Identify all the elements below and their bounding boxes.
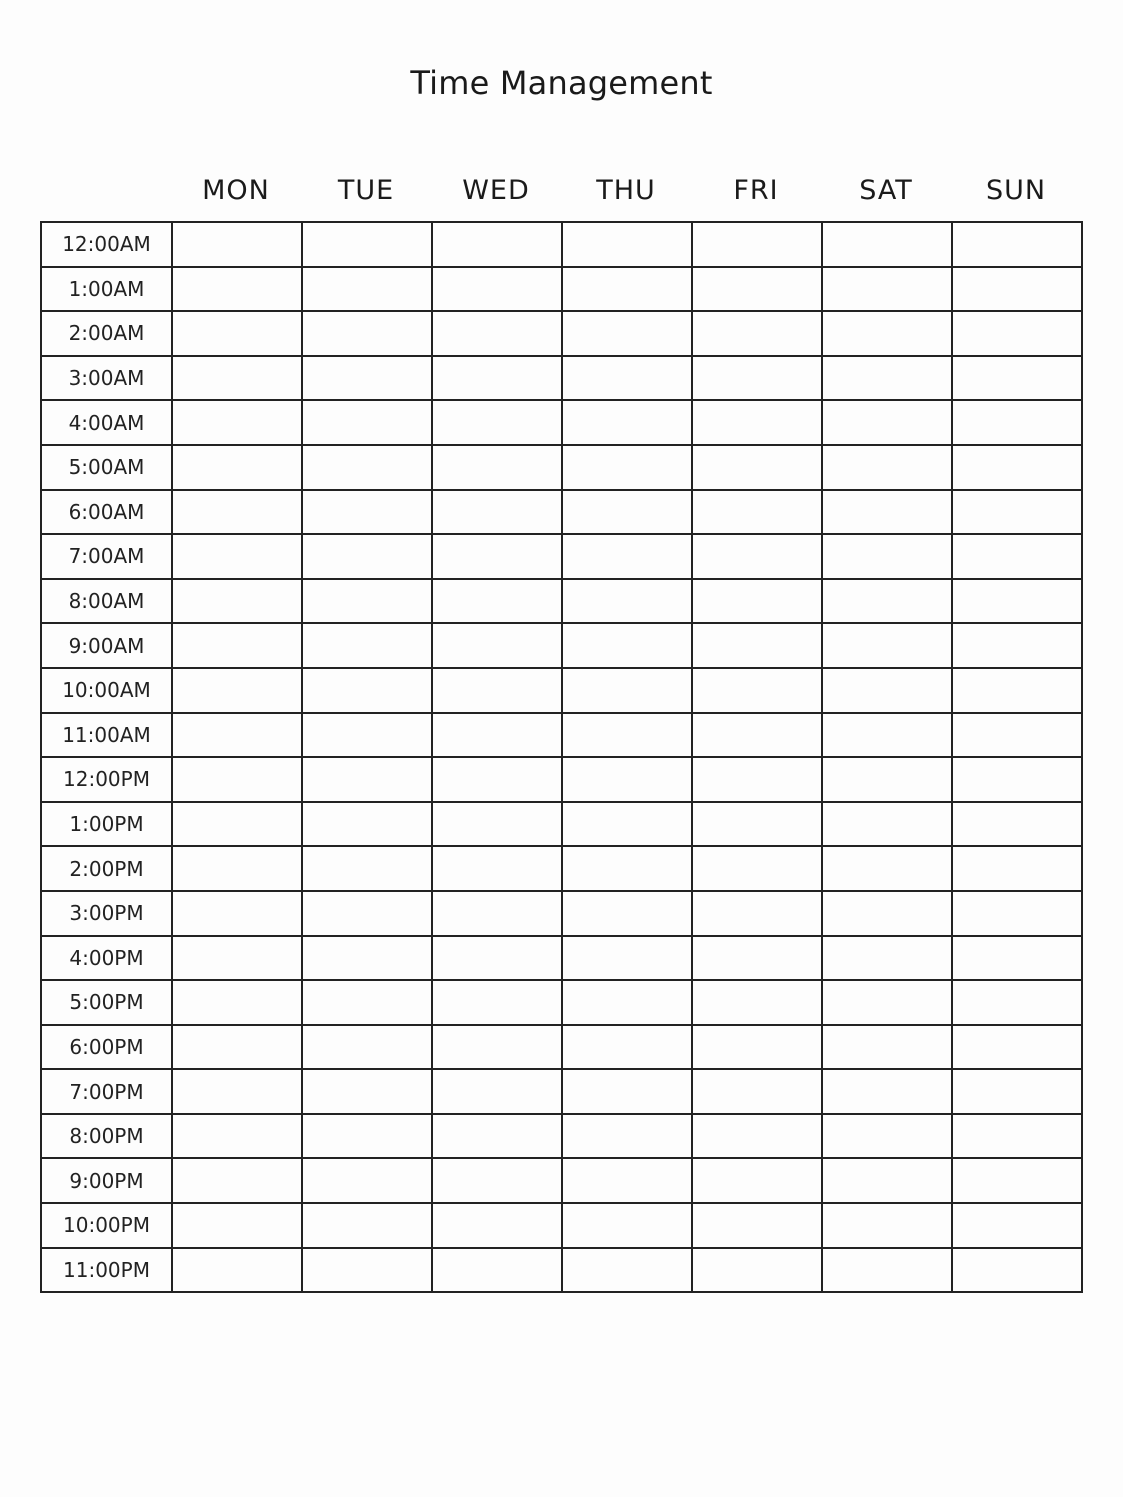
schedule-cell-fri[interactable] (692, 267, 822, 312)
schedule-cell-sun[interactable] (952, 400, 1082, 445)
schedule-cell-fri[interactable] (692, 713, 822, 758)
schedule-cell-mon[interactable] (172, 936, 302, 981)
schedule-cell-sat[interactable] (822, 445, 952, 490)
time-label: 4:00AM (41, 400, 172, 445)
schedule-cell-sat[interactable] (822, 579, 952, 624)
schedule-cell-thu[interactable] (562, 623, 692, 668)
schedule-cell-wed[interactable] (432, 1158, 562, 1203)
schedule-cell-wed[interactable] (432, 846, 562, 891)
schedule-cell-tue[interactable] (302, 534, 432, 579)
schedule-cell-wed[interactable] (432, 534, 562, 579)
schedule-cell-thu[interactable] (562, 757, 692, 802)
schedule-cell-tue[interactable] (302, 1248, 432, 1293)
schedule-row (41, 1203, 1082, 1248)
time-label: 6:00PM (41, 1025, 172, 1070)
schedule-row (41, 623, 1082, 668)
schedule-row (41, 1114, 1082, 1159)
schedule-cell-sat[interactable] (822, 311, 952, 356)
schedule-cell-sun[interactable] (952, 490, 1082, 535)
time-label: 2:00AM (41, 311, 172, 356)
schedule-cell-mon[interactable] (172, 1158, 302, 1203)
time-label: 9:00AM (41, 623, 172, 668)
time-label: 12:00PM (41, 757, 172, 802)
time-label: 2:00PM (41, 846, 172, 891)
schedule-cell-fri[interactable] (692, 1025, 822, 1070)
schedule-cell-tue[interactable] (302, 267, 432, 312)
schedule-cell-sat[interactable] (822, 623, 952, 668)
schedule-cell-sat[interactable] (822, 713, 952, 758)
schedule-cell-sun[interactable] (952, 1248, 1082, 1293)
schedule-cell-thu[interactable] (562, 980, 692, 1025)
schedule-cell-thu[interactable] (562, 400, 692, 445)
schedule-row (41, 1069, 1082, 1114)
schedule-cell-thu[interactable] (562, 1203, 692, 1248)
schedule-row (41, 980, 1082, 1025)
schedule-cell-tue[interactable] (302, 757, 432, 802)
schedule-cell-thu[interactable] (562, 936, 692, 981)
schedule-cell-thu[interactable] (562, 445, 692, 490)
schedule-cell-sat[interactable] (822, 668, 952, 713)
schedule-cell-wed[interactable] (432, 668, 562, 713)
schedule-row (41, 846, 1082, 891)
schedule-cell-sun[interactable] (952, 222, 1082, 267)
schedule-row (41, 490, 1082, 535)
schedule-cell-sun[interactable] (952, 936, 1082, 981)
schedule-cell-wed[interactable] (432, 713, 562, 758)
schedule-cell-fri[interactable] (692, 356, 822, 401)
schedule-cell-sat[interactable] (822, 356, 952, 401)
schedule-cell-mon[interactable] (172, 623, 302, 668)
schedule-cell-fri[interactable] (692, 980, 822, 1025)
schedule-cell-mon[interactable] (172, 400, 302, 445)
schedule-cell-thu[interactable] (562, 713, 692, 758)
schedule-cell-tue[interactable] (302, 222, 432, 267)
day-header-sun: SUN (985, 175, 1047, 206)
schedule-cell-mon[interactable] (172, 356, 302, 401)
schedule-cell-tue[interactable] (302, 980, 432, 1025)
schedule-cell-mon[interactable] (172, 579, 302, 624)
schedule-cell-tue[interactable] (302, 356, 432, 401)
schedule-cell-thu[interactable] (562, 490, 692, 535)
schedule-cell-wed[interactable] (432, 222, 562, 267)
day-header-tue: TUE (337, 175, 395, 206)
schedule-cell-sat[interactable] (822, 1069, 952, 1114)
schedule-row (41, 1158, 1082, 1203)
schedule-cell-sun[interactable] (952, 802, 1082, 847)
schedule-cell-thu[interactable] (562, 1114, 692, 1159)
schedule-cell-sat[interactable] (822, 534, 952, 579)
schedule-cell-fri[interactable] (692, 222, 822, 267)
schedule-cell-fri[interactable] (692, 400, 822, 445)
schedule-cell-mon[interactable] (172, 1203, 302, 1248)
time-label: 4:00PM (41, 936, 172, 981)
schedule-cell-sun[interactable] (952, 891, 1082, 936)
schedule-cell-sun[interactable] (952, 534, 1082, 579)
day-header-wed: WED (462, 175, 530, 206)
time-label: 1:00PM (41, 802, 172, 847)
schedule-cell-thu[interactable] (562, 668, 692, 713)
time-label: 5:00AM (41, 445, 172, 490)
schedule-cell-mon[interactable] (172, 757, 302, 802)
schedule-cell-wed[interactable] (432, 445, 562, 490)
schedule-cell-mon[interactable] (172, 311, 302, 356)
schedule-cell-tue[interactable] (302, 579, 432, 624)
schedule-cell-sat[interactable] (822, 222, 952, 267)
schedule-cell-sun[interactable] (952, 623, 1082, 668)
schedule-row (41, 579, 1082, 624)
schedule-cell-mon[interactable] (172, 445, 302, 490)
schedule-cell-tue[interactable] (302, 846, 432, 891)
schedule-cell-fri[interactable] (692, 1158, 822, 1203)
schedule-cell-thu[interactable] (562, 267, 692, 312)
day-header-sat: SAT (859, 175, 913, 206)
schedule-cell-thu[interactable] (562, 534, 692, 579)
schedule-cell-sun[interactable] (952, 757, 1082, 802)
schedule-cell-mon[interactable] (172, 222, 302, 267)
schedule-row (41, 267, 1082, 312)
schedule-cell-thu[interactable] (562, 846, 692, 891)
schedule-row (41, 445, 1082, 490)
schedule-cell-tue[interactable] (302, 1158, 432, 1203)
time-label: 9:00PM (41, 1158, 172, 1203)
time-label: 12:00AM (41, 222, 172, 267)
schedule-cell-sat[interactable] (822, 846, 952, 891)
schedule-cell-tue[interactable] (302, 1025, 432, 1070)
schedule-cell-thu[interactable] (562, 1025, 692, 1070)
schedule-cell-fri[interactable] (692, 1069, 822, 1114)
schedule-cell-wed[interactable] (432, 579, 562, 624)
time-label: 10:00AM (41, 668, 172, 713)
time-label: 3:00AM (41, 356, 172, 401)
schedule-cell-tue[interactable] (302, 490, 432, 535)
schedule-row (41, 891, 1082, 936)
day-header-fri: FRI (733, 175, 779, 206)
schedule-cell-sat[interactable] (822, 400, 952, 445)
time-label: 7:00AM (41, 534, 172, 579)
schedule-cell-wed[interactable] (432, 400, 562, 445)
schedule-cell-tue[interactable] (302, 891, 432, 936)
time-label: 10:00PM (41, 1203, 172, 1248)
schedule-cell-sat[interactable] (822, 980, 952, 1025)
schedule-cell-thu[interactable] (562, 1158, 692, 1203)
schedule-cell-sun[interactable] (952, 267, 1082, 312)
schedule-cell-mon[interactable] (172, 490, 302, 535)
schedule-cell-fri[interactable] (692, 668, 822, 713)
schedule-cell-fri[interactable] (692, 1248, 822, 1293)
schedule-cell-fri[interactable] (692, 579, 822, 624)
schedule-cell-fri[interactable] (692, 846, 822, 891)
time-label: 11:00PM (41, 1248, 172, 1293)
schedule-cell-thu[interactable] (562, 311, 692, 356)
schedule-cell-fri[interactable] (692, 445, 822, 490)
schedule-row (41, 936, 1082, 981)
schedule-cell-fri[interactable] (692, 891, 822, 936)
schedule-row (41, 356, 1082, 401)
schedule-cell-mon[interactable] (172, 846, 302, 891)
schedule-cell-mon[interactable] (172, 267, 302, 312)
schedule-cell-sun[interactable] (952, 1025, 1082, 1070)
schedule-row (41, 400, 1082, 445)
schedule-cell-fri[interactable] (692, 490, 822, 535)
schedule-cell-tue[interactable] (302, 668, 432, 713)
schedule-cell-wed[interactable] (432, 356, 562, 401)
time-label: 5:00PM (41, 980, 172, 1025)
schedule-cell-fri[interactable] (692, 311, 822, 356)
schedule-cell-tue[interactable] (302, 311, 432, 356)
schedule-cell-sun[interactable] (952, 713, 1082, 758)
schedule-cell-mon[interactable] (172, 534, 302, 579)
schedule-row (41, 757, 1082, 802)
schedule-cell-thu[interactable] (562, 1248, 692, 1293)
schedule-cell-wed[interactable] (432, 1114, 562, 1159)
time-label: 6:00AM (41, 490, 172, 535)
schedule-row (41, 1025, 1082, 1070)
schedule-cell-mon[interactable] (172, 980, 302, 1025)
schedule-cell-sat[interactable] (822, 1025, 952, 1070)
schedule-row (41, 311, 1082, 356)
schedule-cell-sun[interactable] (952, 1069, 1082, 1114)
schedule-row (41, 534, 1082, 579)
schedule-cell-sat[interactable] (822, 490, 952, 535)
schedule-cell-sun[interactable] (952, 1158, 1082, 1203)
schedule-cell-wed[interactable] (432, 311, 562, 356)
schedule-cell-fri[interactable] (692, 534, 822, 579)
schedule-cell-mon[interactable] (172, 1248, 302, 1293)
schedule-cell-sun[interactable] (952, 980, 1082, 1025)
schedule-cell-sat[interactable] (822, 1203, 952, 1248)
time-label: 3:00PM (41, 891, 172, 936)
schedule-cell-fri[interactable] (692, 623, 822, 668)
day-header-mon: MON (202, 175, 270, 206)
time-label: 11:00AM (41, 713, 172, 758)
schedule-cell-wed[interactable] (432, 891, 562, 936)
schedule-cell-wed[interactable] (432, 802, 562, 847)
schedule-cell-fri[interactable] (692, 1114, 822, 1159)
schedule-cell-thu[interactable] (562, 802, 692, 847)
schedule-cell-wed[interactable] (432, 267, 562, 312)
schedule-cell-sun[interactable] (952, 579, 1082, 624)
schedule-cell-tue[interactable] (302, 802, 432, 847)
schedule-cell-sat[interactable] (822, 267, 952, 312)
schedule-cell-sun[interactable] (952, 846, 1082, 891)
schedule-cell-tue[interactable] (302, 713, 432, 758)
schedule-cell-sun[interactable] (952, 311, 1082, 356)
schedule-cell-thu[interactable] (562, 356, 692, 401)
schedule-cell-fri[interactable] (692, 802, 822, 847)
schedule-cell-wed[interactable] (432, 623, 562, 668)
schedule-cell-wed[interactable] (432, 980, 562, 1025)
schedule-row (41, 1248, 1082, 1293)
schedule-cell-thu[interactable] (562, 1069, 692, 1114)
schedule-cell-sat[interactable] (822, 1158, 952, 1203)
schedule-cell-thu[interactable] (562, 222, 692, 267)
schedule-cell-wed[interactable] (432, 490, 562, 535)
schedule-cell-sat[interactable] (822, 936, 952, 981)
schedule-cell-mon[interactable] (172, 1069, 302, 1114)
time-label: 1:00AM (41, 267, 172, 312)
day-header-row (171, 166, 1081, 216)
schedule-cell-tue[interactable] (302, 1069, 432, 1114)
schedule-cell-mon[interactable] (172, 802, 302, 847)
schedule-cell-tue[interactable] (302, 400, 432, 445)
schedule-cell-sat[interactable] (822, 891, 952, 936)
schedule-cell-thu[interactable] (562, 579, 692, 624)
time-label: 7:00PM (41, 1069, 172, 1114)
schedule-cell-wed[interactable] (432, 1203, 562, 1248)
time-label: 8:00PM (41, 1114, 172, 1159)
schedule-row (41, 668, 1082, 713)
schedule-cell-sun[interactable] (952, 356, 1082, 401)
schedule-cell-fri[interactable] (692, 1203, 822, 1248)
schedule-cell-mon[interactable] (172, 668, 302, 713)
schedule-cell-sat[interactable] (822, 1114, 952, 1159)
schedule-cell-tue[interactable] (302, 1114, 432, 1159)
schedule-cell-sun[interactable] (952, 445, 1082, 490)
schedule-cell-mon[interactable] (172, 713, 302, 758)
schedule-cell-wed[interactable] (432, 757, 562, 802)
schedule-cell-mon[interactable] (172, 1025, 302, 1070)
schedule-cell-thu[interactable] (562, 891, 692, 936)
schedule-cell-sun[interactable] (952, 1114, 1082, 1159)
schedule-cell-mon[interactable] (172, 891, 302, 936)
schedule-cell-wed[interactable] (432, 1069, 562, 1114)
schedule-cell-wed[interactable] (432, 1248, 562, 1293)
schedule-cell-wed[interactable] (432, 936, 562, 981)
schedule-cell-sat[interactable] (822, 757, 952, 802)
day-header-thu: THU (596, 175, 656, 206)
schedule-cell-sat[interactable] (822, 1248, 952, 1293)
page-title: Time Management (410, 64, 713, 102)
schedule-cell-tue[interactable] (302, 623, 432, 668)
schedule-cell-tue[interactable] (302, 936, 432, 981)
schedule-row (41, 802, 1082, 847)
schedule-cell-fri[interactable] (692, 757, 822, 802)
schedule-cell-tue[interactable] (302, 445, 432, 490)
schedule-row (41, 713, 1082, 758)
schedule-grid (40, 221, 1083, 1293)
schedule-cell-wed[interactable] (432, 1025, 562, 1070)
schedule-cell-sun[interactable] (952, 1203, 1082, 1248)
time-label: 8:00AM (41, 579, 172, 624)
schedule-cell-mon[interactable] (172, 1114, 302, 1159)
schedule-row (41, 222, 1082, 267)
schedule-cell-sun[interactable] (952, 668, 1082, 713)
schedule-cell-sat[interactable] (822, 802, 952, 847)
schedule-cell-fri[interactable] (692, 936, 822, 981)
schedule-body (41, 222, 1082, 1292)
schedule-cell-tue[interactable] (302, 1203, 432, 1248)
